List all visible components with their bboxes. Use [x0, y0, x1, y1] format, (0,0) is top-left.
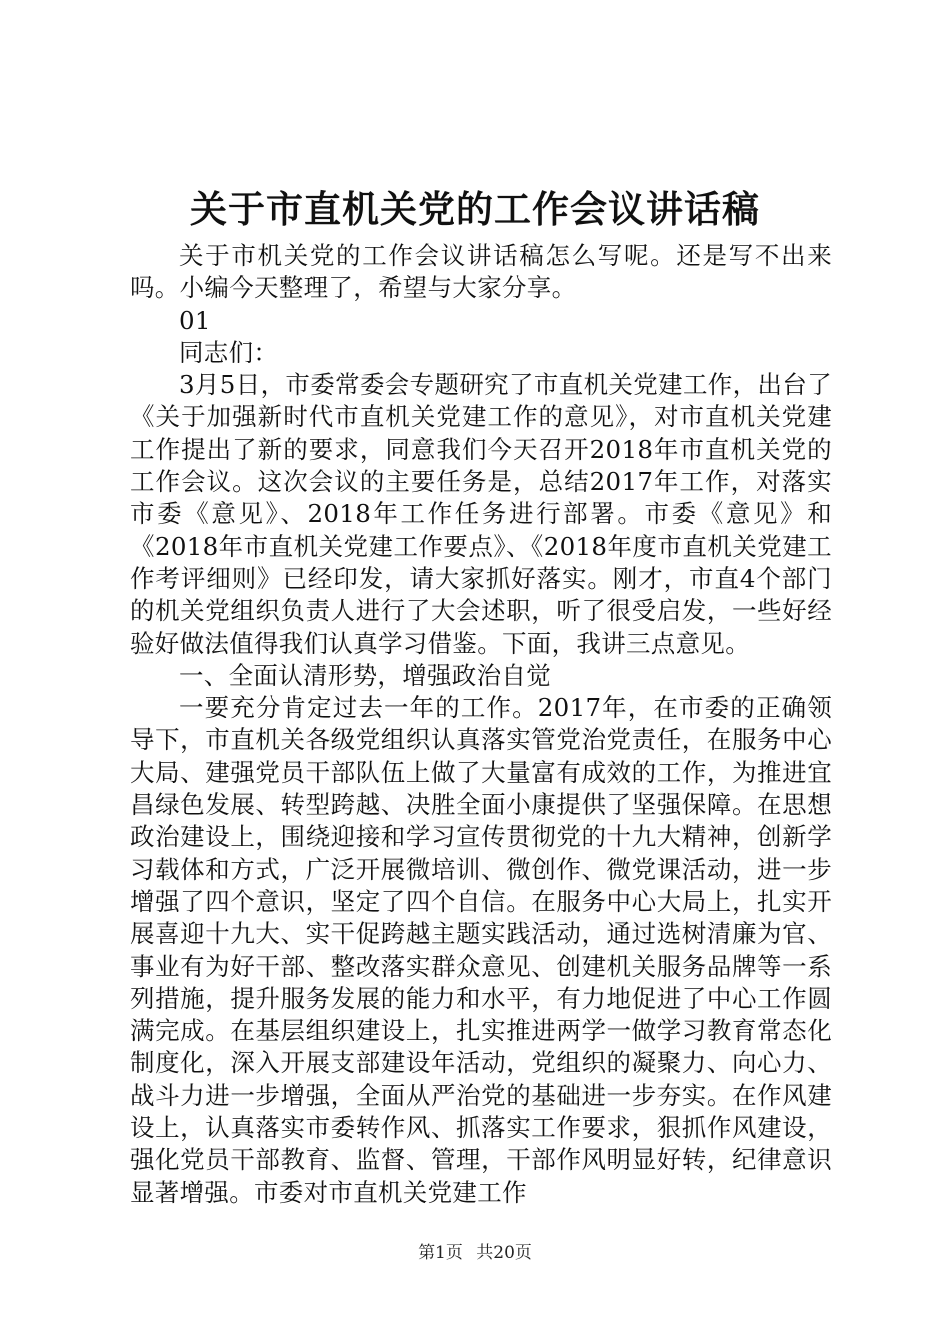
- body-paragraph: 一要充分肯定过去一年的工作。2017年，在市委的正确领导下，市直机关各级党组织认真落实管党治党责任，在服务中心大局、建强党员干部队伍上做了大量富有成效的工作，为推进宜昌绿色发展、转型跨越、决胜全面小康提供了坚强保障。在思想政治建设上，围绕迎接和学习宣传贯彻党的十九大精神，创新学习载体和方式，广泛开展微培训、微创作、微党课活动，进一步增强了四个意识，坚定了四个自信。在服务中心大局上，扎实开展喜迎十九大、实干促跨越主题实践活动，通过选树清廉为官、事业有为好干部、整改落实群众意见、创建机关服务品牌等一系列措施，提升服务发展的能力和水平，有力地促进了中心工作圆满完成。在基层组织建设上，扎实推进两学一做学习教育常态化制度化，深入开展支部建设年活动，党组织的凝聚力、向心力、战斗力进一步增强，全面从严治党的基础进一步夯实。在作风建设上，认真落实市委转作风、抓落实工作要求，狠抓作风建设，强化党员干部教育、监督、管理，干部作风明显好转，纪律意识显著增强。市委对市直机关党建工作: [130, 693, 832, 1207]
- body-paragraph: 3月5日，市委常委会专题研究了市直机关党建工作，出台了《关于加强新时代市直机关党建工作的意见》，对市直机关党建工作提出了新的要求，同意我们今天召开2018年市直机关党的工作会议。这次会议的主要任务是，总结2017年工作，对落实市委《意见》、2018年工作任务进行部署。市委《意见》和《2018年市直机关党建工作要点》、《2018年度市直机关党建工作考评细则》已经印发，请大家抓好落实。刚才，市直4个部门的机关党组织负责人进行了大会述职，听了很受启发，一些好经验好做法值得我们认真学习借鉴。下面，我讲三点意见。: [130, 370, 832, 658]
- page-number: 第1页: [418, 1243, 463, 1263]
- document-title: 关于市直机关党的工作会议讲话稿: [190, 187, 760, 231]
- page-footer: [0, 1242, 950, 1264]
- document-body: [130, 208, 832, 1209]
- section-heading: 一、全面认清形势，增强政治自觉: [179, 660, 551, 690]
- page-total: 共20页: [476, 1243, 532, 1263]
- salutation: 同志们：: [179, 337, 279, 367]
- intro-paragraph: 关于市机关党的工作会议讲话稿怎么写呢。还是写不出来吗。小编今天整理了，希望与大家分享。: [130, 241, 832, 303]
- section-number: 01: [179, 305, 211, 335]
